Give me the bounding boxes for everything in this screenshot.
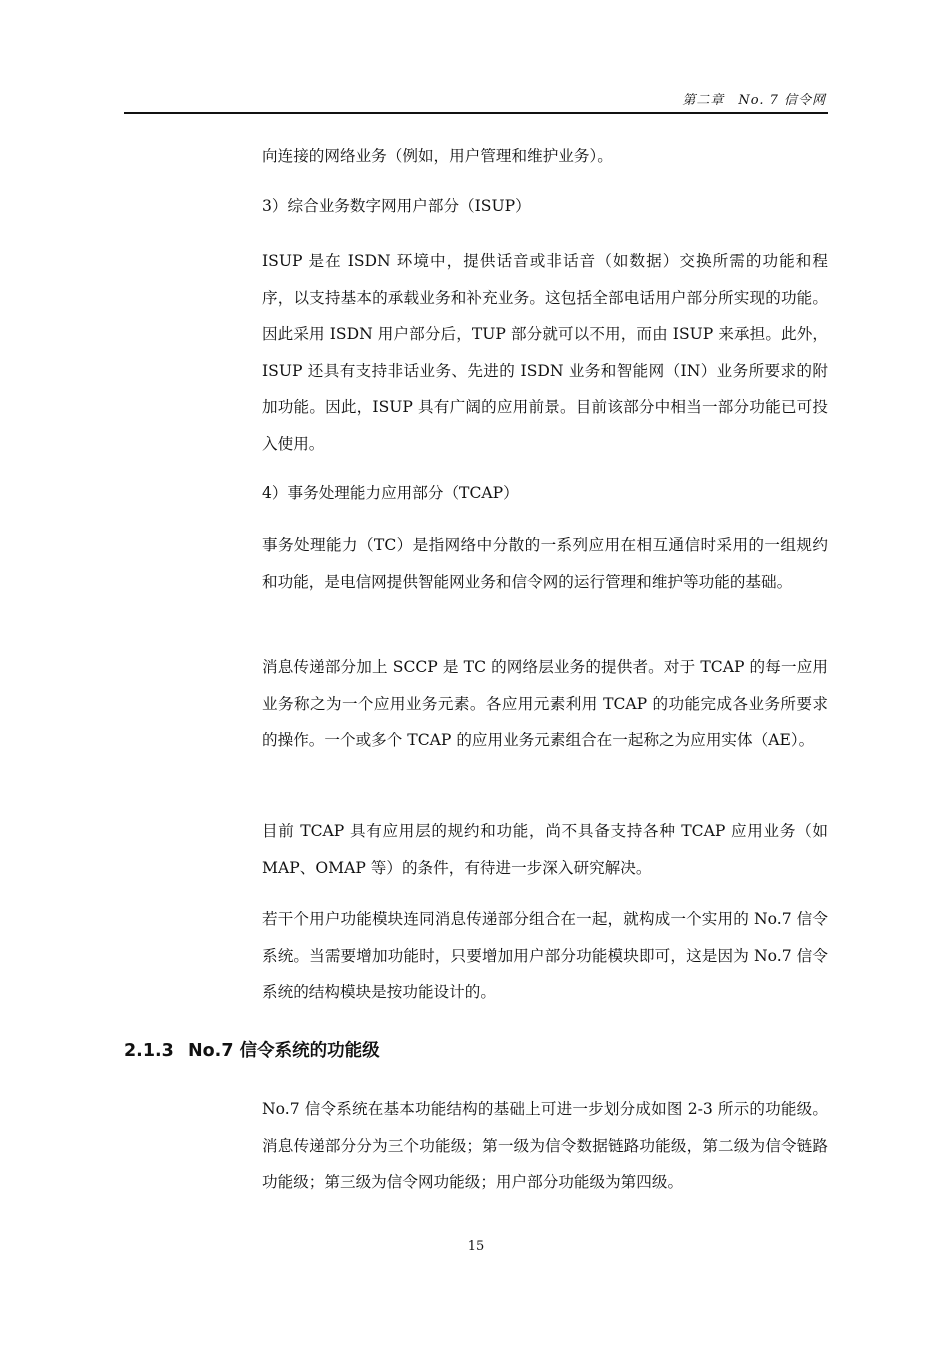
paragraph-functional-levels: No.7 信令系统在基本功能结构的基础上可进一步划分成如图 2-3 所示的功能级。消息传递部分分为三个功能级；第一级为信令数据链路功能级，第二级为信令链路功能级；第三级为信令网功能级；用户部分功能级为第四级。 (262, 1100, 828, 1191)
paragraph-isup: ISUP 是在 ISDN 环境中，提供话音或非话音（如数据）交换所需的功能和程序，以支持基本的承载业务和补充业务。这包括全部电话用户部分所实现的功能。因此采用 ISDN 用户部分后，TUP 部分就可以不用，而由 ISUP 来承担。此外，ISUP 还具有支持非话业务、先进的 ISDN 业务和智能网（IN）业务所要求的附加功能。因此，ISUP 具有广阔的应用前景。目前该部分中相当一部分功能已可投入使用。 (262, 252, 828, 453)
paragraph-tc-definition: 事务处理能力（TC）是指网络中分散的一系列应用在相互通信时采用的一组规约和功能，是电信网提供智能网业务和信令网的运行管理和维护等功能的基础。 (262, 536, 828, 591)
section-number: 2.1.3 (124, 1041, 174, 1061)
header-chapter-title: 第二章 No. 7 信令网 (682, 93, 826, 108)
paragraph-tcap-elements: 消息传递部分加上 SCCP 是 TC 的网络层业务的提供者。对于 TCAP 的每一应用业务称之为一个应用业务元素。各应用元素利用 TCAP 的功能完成各业务所要求的操作。一个或多个 TCAP 的应用业务元素组合在一起称之为应用实体（AE）。 (262, 658, 828, 749)
running-header (124, 86, 828, 114)
paragraph-continuation: 向连接的网络业务（例如，用户管理和维护业务）。 (262, 147, 613, 165)
subheading-tcap: 4）事务处理能力应用部分（TCAP） (262, 484, 519, 502)
section-heading (124, 1037, 380, 1065)
page-number: 15 (467, 1239, 485, 1254)
paragraph-tcap-status: 目前 TCAP 具有应用层的规约和功能，尚不具备支持各种 TCAP 应用业务（如 MAP、OMAP 等）的条件，有待进一步深入研究解决。 (262, 822, 828, 877)
paragraph-modular-structure: 若干个用户功能模块连同消息传递部分组合在一起，就构成一个实用的 No.7 信令系统。当需要增加功能时，只要增加用户部分功能模块即可，这是因为 No.7 信令系统的结构模块是按功能设计的。 (262, 910, 828, 1001)
section-title: No.7 信令系统的功能级 (188, 1041, 380, 1061)
subheading-isup: 3）综合业务数字网用户部分（ISUP） (262, 197, 531, 215)
